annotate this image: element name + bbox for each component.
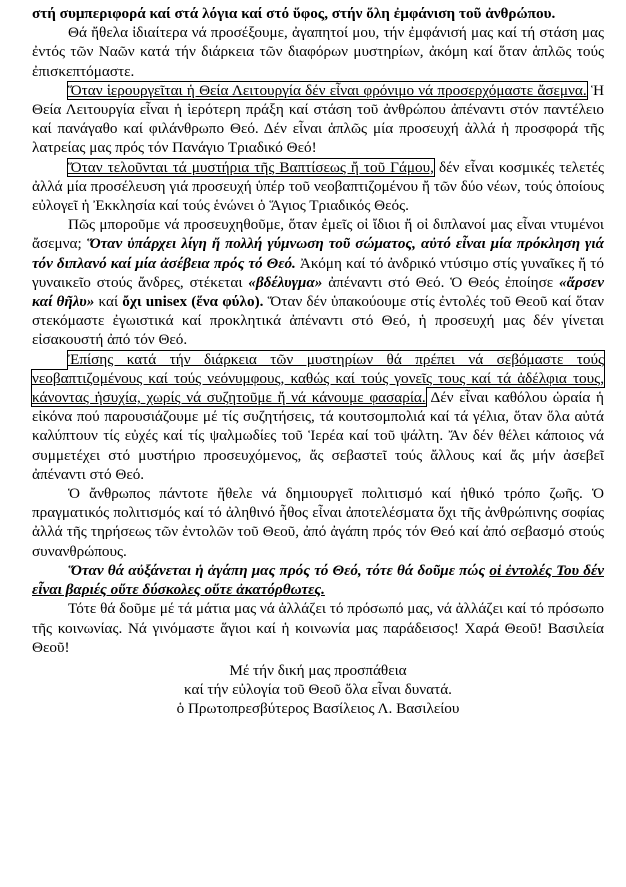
paragraph-text: Πῶς μποροῦμε νά προσευχηθοῦμε, ὅταν ἐμεῖς οἱ ἴδιοι ἤ οἱ διπλανοί μας εἶναι ντυμένοι ἄσεμνα; <box>32 216 604 253</box>
bold-italic-text: Ὅταν ὑπάρχει λίγη ἤ πολλή γύμνωση τοῦ σώματος, αὐτό εἶναι μία πρόκληση γιά τόν διπλανό καί μία ἀσέβεια πρός τό Θεό. <box>32 235 604 272</box>
signature-block <box>32 661 604 719</box>
paragraph-text: δέν εἶναι κοσμικές τελετές ἀλλά μία προσέλευση γιά προσευχή ὑπέρ τοῦ νεοβαπτιζομένου ἤ τῶν δύο νέων, τούς ὁποίους εὐλογεῖ ἡ Ἐκκλησία καί τούς ἑνώνει ὁ Ἅγιος Τριαδικός Θεός. <box>32 158 604 215</box>
bold-italic-text: Ὅταν θά αὐξάνεται ἡ ἀγάπη μας πρός τό Θεό, τότε θά δοῦμε πώς <box>68 561 490 579</box>
underlined-heading-text: Ἐπίσης κατά τήν διάρκεια τῶν μυστηρίων θά πρέπει νά σεβόμαστε τούς νεοβαπτιζομένους καί τούς νεόνυμφους, καθώς καί τούς γονεῖς τους καί τά ἀδέλφια τους, κάνοντας ἡσυχία, χωρίς νά συζητοῦμε ἤ νά κάνουμε φασαρία. <box>32 350 604 407</box>
paragraph-text: Τότε θά δοῦμε μέ τά μάτια μας νά ἀλλάζει τό πρόσωπό μας, νά ἀλλάζει καί τό πρόσωπο τῆς κοινωνίας. Νά γινόμαστε ἅγιοι καί ἡ κοινωνία μας παράδεισος! Χαρά Θεοῦ! Βασιλεία Θεοῦ! <box>32 600 604 656</box>
paragraph-text: Ἡ Θεία Λειτουργία εἶναι ἡ ἱερότερη πράξη καί στάση τοῦ ἀνθρώπου ἀπέναντι στόν παντέλειο καί πανάγαθο καί φιλάνθρωπο Θεό. Δέν εἶναι ἁπλῶς μία προσευχή ἀλλά ἡ προσφορά τῆς λατρείας μας πρός τόν Πανάγιο Τριαδικό Θεό! <box>32 81 604 157</box>
paragraph-continuation <box>32 4 604 23</box>
paragraph-text: Ἀκόμη καί τό ἀνδρικό ντύσιμο στίς γυναῖκες ἤ τό γυναικεῖο στούς ἄνδρες, στέκεται <box>32 254 604 291</box>
paragraph-divine-liturgy <box>32 81 604 158</box>
paragraph-love-of-god <box>32 561 604 599</box>
underlined-heading-text: Ὅταν τελοῦνται τά μυστήρια τῆς Βαπτίσεως ἤ τοῦ Γάμου, <box>68 158 434 176</box>
paragraph-text: Ὅταν δέν ὑπακούουμε στίς ἐντολές τοῦ Θεοῦ καί ὅταν στεκόμαστε ἐγωιστικά καί προκλητικά ἀπέναντι στό Θεό, ἡ προσευχή μας δέν γίνεται εἰσακουστή ἀπό τόν Θεό. <box>32 293 604 349</box>
paragraph-text: ἀπέναντι στό Θεό. Ὁ Θεός ἐποίησε <box>322 273 560 291</box>
paragraph-respect <box>32 350 604 484</box>
paragraph-sacraments <box>32 158 604 216</box>
paragraph-appearance <box>32 23 604 81</box>
paragraph-text: Ὁ ἄνθρωπος πάντοτε ἤθελε νά δημιουργεῖ πολιτισμό καί ἠθικό τρόπο ζωῆς. Ὁ πραγματικός πολιτισμός καί τό ἀληθινό ἦθος εἶναι ἀποτελέσματα ὄχι τῆς ἀνθρώπινης σοφίας ἀλλά τῆς τηρήσεως τῶν ἐντολῶν τοῦ Θεοῦ, ἀπό ἀγάπη πρός τόν Θεό καί ἀπό σεβασμό στούς συνανθρώπους. <box>32 485 604 560</box>
underlined-heading-text: Ὅταν ἱερουργεῖται ἡ Θεία Λειτουργία δέν εἶναι φρόνιμο νά προσερχόμαστε ἄσεμνα. <box>68 81 587 99</box>
paragraph-text: Δέν εἶναι καθόλου ὡραία ἡ εἰκόνα πού παρουσιάζουμε μέ τίς συζητήσεις, τά κουτσομπολιά καί τά γέλια, ὅταν ὅλα αὐτά καλύπτουν τίς εὐχές καί τίς ψαλμωδίες τοῦ Ἱερέα καί τοῦ ψάλτη. Ἄν δέν θέλει κάποιος νά συμμετέχει στό μυστήριο προσευχόμενος, ἄς σεβαστεῖ τούς ἄλλους καί ἄς μήν ἀσεβεῖ ἀπέναντι στό Θεό. <box>32 389 604 483</box>
bold-italic-quote: «βδέλυγμα» <box>248 273 323 291</box>
signature-line: καί τήν εὐλογία τοῦ Θεοῦ ὅλα εἶναι δυνατά. <box>184 681 452 699</box>
bold-underlined-text: οἱ ἐντολές Του δέν εἶναι βαριές οὔτε δύσκολες οὔτε ἀκατόρθωτες. <box>32 561 604 599</box>
paragraph-text: καί <box>94 293 123 311</box>
paragraph-modesty <box>32 215 604 349</box>
bold-text: ὄχι unisex (ἕνα φύλο). <box>122 293 264 311</box>
signature-line: Μέ τήν δική μας προσπάθεια <box>229 661 407 679</box>
paragraph-text: Θά ἤθελα ἰδιαίτερα νά προσέξουμε, ἀγαπητοί μου, τήν ἐμφάνισή μας καί τή στάση μας ἐντός τῶν Ναῶν κατά τήν διάρκεια τῶν διαφόρων μυστηρίων, ἀκόμη καί ὅταν ἁπλῶς τούς ἐπισκεπτόμαστε. <box>32 24 604 80</box>
bold-text: στή συμπεριφορά καί στά λόγια καί στό ὕφος, στήν ὅλη ἐμφάνιση τοῦ ἀνθρώπου. <box>32 5 556 22</box>
bold-italic-quote: «ἄρσεν καί θῆλυ» <box>32 273 604 311</box>
paragraph-civilization <box>32 484 604 561</box>
paragraph-conclusion <box>32 599 604 657</box>
signature-author: ὁ Πρωτοπρεσβύτερος Βασίλειος Λ. Βασιλείου <box>176 700 460 718</box>
